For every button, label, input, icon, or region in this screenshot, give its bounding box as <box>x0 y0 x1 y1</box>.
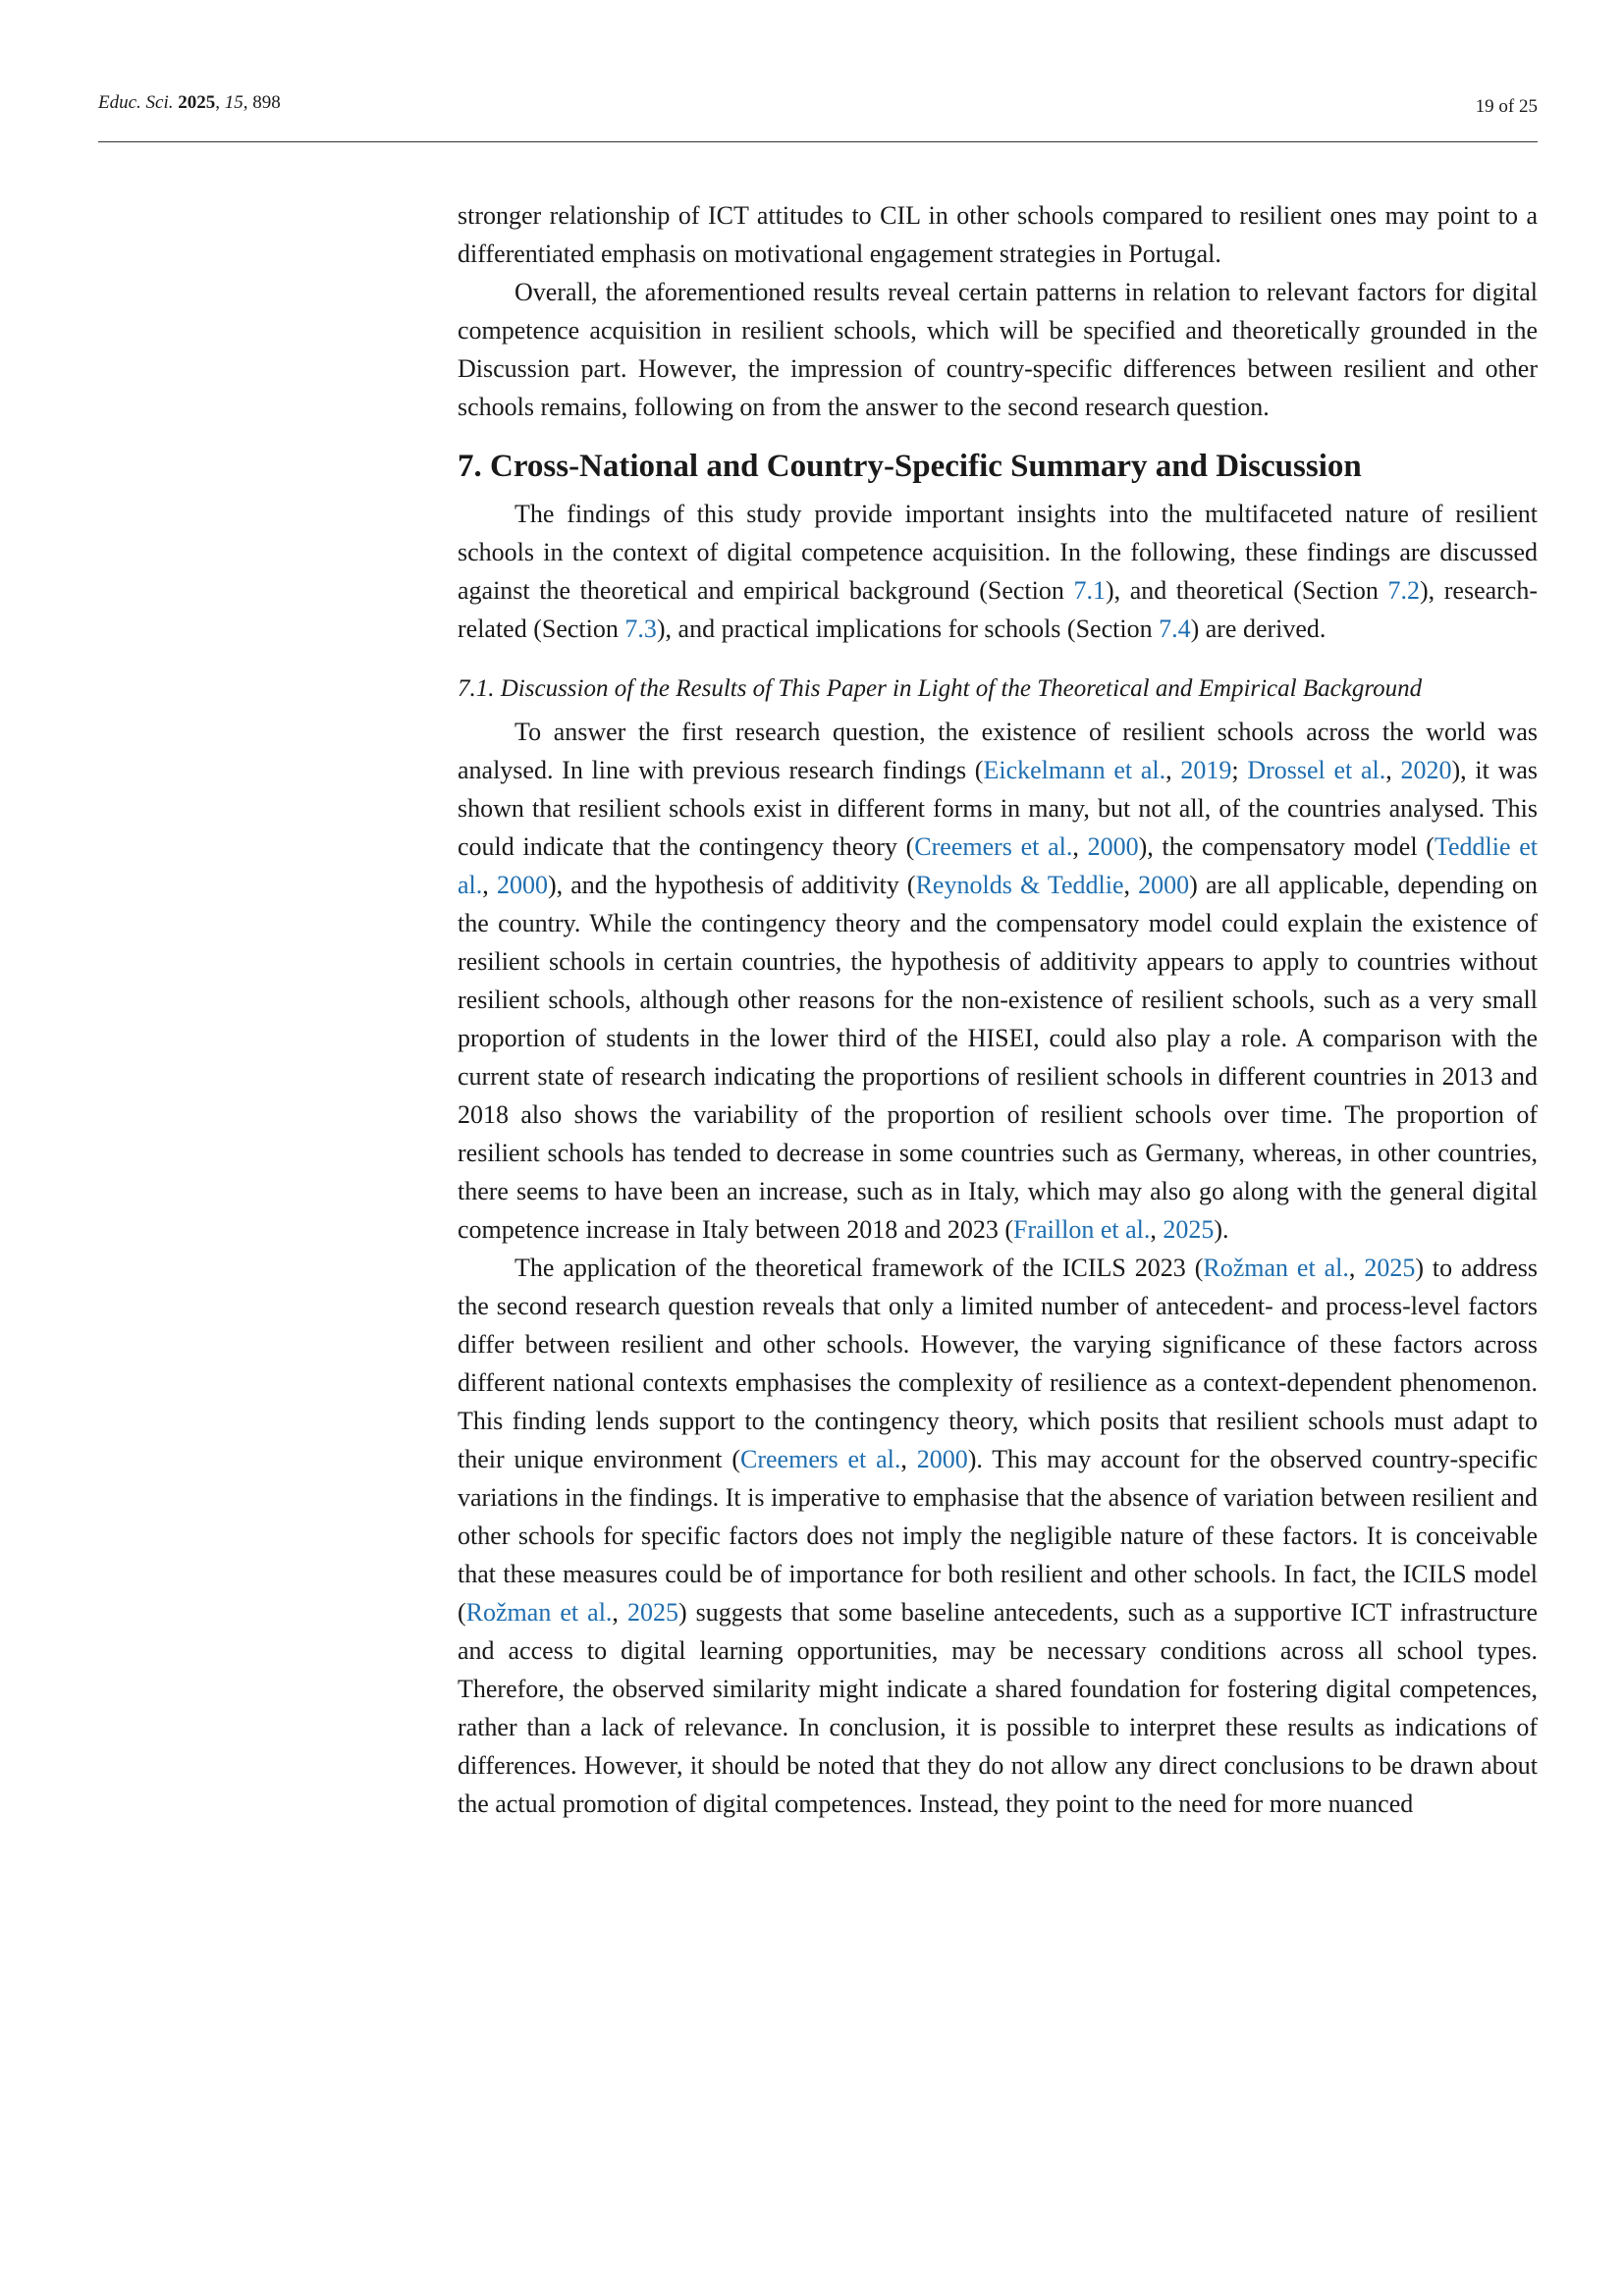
page-number: 19 of 25 <box>1475 96 1538 117</box>
paragraph <box>458 495 1538 648</box>
paragraph <box>458 196 1538 273</box>
paragraph-text: ; <box>1231 756 1248 784</box>
citation-link[interactable]: Drossel et al. <box>1247 756 1386 784</box>
paragraph-text: Overall, the aforementioned results reveal certain patterns in relation to relevant factors for digital competence acquisition in resilient schools, which will be specified and theoretically grounded in the Discussion part. However, the impression of country-specific differences between resilient and other schools remains, following on from the answer to the second research question. <box>458 278 1538 421</box>
paragraph-text: ) to address the second research question reveals that only a limited number of antecedent- and process-level factors differ between resilient and other schools. However, the varying significance of these factors across different national contexts emphasises the complexity of resilience as a context-dependent phenomenon. This finding lends support to the contingency theory, which posits that resilient schools must adapt to their unique environment ( <box>458 1254 1539 1473</box>
journal-abbreviation: Educ. Sci. <box>98 92 174 113</box>
journal-volume: 15 <box>224 92 244 113</box>
citation-link[interactable]: Eickelmann et al. <box>983 756 1166 784</box>
paragraph-text: , <box>900 1445 917 1473</box>
paragraph-text: , <box>1150 1215 1164 1244</box>
paragraph-text: ), and practical implications for schools (Section <box>656 614 1160 643</box>
paragraph-text: ), and the hypothesis of additivity ( <box>547 871 916 899</box>
paragraph-text: ), research-related (Section <box>458 576 1539 643</box>
citation-link[interactable]: Rožman et al. <box>465 1598 613 1627</box>
paragraph-text: , <box>1123 871 1139 899</box>
citation-link[interactable]: 2000 <box>496 871 548 899</box>
page-header <box>98 92 1538 142</box>
citation-link[interactable]: 7.1 <box>1073 576 1106 605</box>
paragraph <box>458 1249 1538 1823</box>
paragraph-text: ) suggests that some baseline antecedents, such as a supportive ICT infrastructure and access to digital learning opportunities, may be necessary conditions across all school types. Therefore, the observed similarity might indicate a shared foundation for fostering digital competences, rather than a lack of relevance. In conclusion, it is possible to interpret these results as indications of differences. However, it should be noted that they do not allow any direct conclusions to be drawn about the actual promotion of digital competences. Instead, they point to the need for more nuanced <box>458 1598 1539 1818</box>
journal-citation: Educ. Sci. 2025, 15, 898 <box>98 92 281 113</box>
citation-link[interactable]: 2025 <box>1163 1215 1215 1244</box>
citation-link[interactable]: Rožman et al. <box>1203 1254 1349 1282</box>
paragraph-text: , <box>1072 832 1088 861</box>
citation-link[interactable]: Fraillon et al. <box>1013 1215 1151 1244</box>
citation-link[interactable]: Reynolds & Teddlie <box>915 871 1124 899</box>
journal-year: 2025 <box>178 92 216 113</box>
paragraph-text: , <box>1385 756 1401 784</box>
article-body <box>458 196 1538 1823</box>
paragraph-text: , <box>482 871 497 899</box>
paragraph-text: ) are all applicable, depending on the country. While the contingency theory and the compensatory model could explain the existence of resilient schools in certain countries, the hypothesis of additivity appears to apply to countries without resilient schools, although other reasons for the non-existence of resilient schools, such as a very small proportion of students in the lower third of the HISEI, could also play a role. A comparison with the current state of research indicating the proportions of resilient schools in different countries in 2013 and 2018 also shows the variability of the proportion of resilient schools over time. The proportion of resilient schools has tended to decrease in some countries such as Germany, whereas, in other countries, there seems to have been an increase, such as in Italy, which may also go along with the general digital competence increase in Italy between 2018 and 2023 ( <box>458 871 1539 1244</box>
subsection-heading: 7.1. Discussion of the Results of This Paper in Light of the Theoretical and Empirical Background <box>458 675 1423 702</box>
article-number: 898 <box>252 92 281 113</box>
paragraph-text: ), and theoretical (Section <box>1105 576 1388 605</box>
paragraph-text: The findings of this study provide important insights into the multifaceted nature of resilient schools in the context of digital competence acquisition. In the following, these findings are discussed against the theoretical and empirical background (Section <box>458 500 1538 605</box>
citation-link[interactable]: 2020 <box>1400 756 1452 784</box>
paragraph-text: ). <box>1214 1215 1229 1244</box>
citation-link[interactable]: 7.3 <box>624 614 657 643</box>
citation-link[interactable]: Creemers et al. <box>914 832 1073 861</box>
paragraph-text: ). This may account for the observed country-specific variations in the findings. It is imperative to emphasise that the absence of variation between resilient and other schools for specific factors does not imply the negligible nature of these factors. It is conceivable that these measures could be of importance for both resilient and other schools. In fact, the ICILS model ( <box>458 1445 1538 1627</box>
citation-link[interactable]: 2000 <box>1087 832 1139 861</box>
paragraph-text: , <box>1165 756 1181 784</box>
citation-link[interactable]: 2000 <box>1138 871 1190 899</box>
citation-link[interactable]: 7.4 <box>1159 614 1191 643</box>
citation-link[interactable]: Teddlie et al. <box>458 832 1539 899</box>
paragraph-text: ), the compensatory model ( <box>1138 832 1435 861</box>
citation-link[interactable]: 7.2 <box>1387 576 1420 605</box>
paragraph-text: stronger relationship of ICT attitudes to CIL in other schools compared to resilient ones may point to a differentiated emphasis on motivational engagement strategies in Portugal. <box>458 201 1538 268</box>
paragraph-text: , <box>1348 1254 1365 1282</box>
paragraph <box>458 713 1538 1249</box>
citation-link[interactable]: 2019 <box>1180 756 1232 784</box>
citation-link[interactable]: 2025 <box>626 1598 678 1627</box>
paragraph <box>458 273 1538 426</box>
section-heading: 7. Cross-National and Country-Specific Summary and Discussion <box>458 449 1362 484</box>
paragraph-text: ) are derived. <box>1190 614 1326 643</box>
citation-link[interactable]: 2000 <box>916 1445 968 1473</box>
paragraph-text: To answer the first research question, the existence of resilient schools across the world was analysed. In line with previous research findings ( <box>458 718 1538 784</box>
paragraph-text: , <box>612 1598 627 1627</box>
paragraph-text: The application of the theoretical framework of the ICILS 2023 ( <box>514 1254 1204 1282</box>
paragraph-text: ), it was shown that resilient schools exist in different forms in many, but not all, of the countries analysed. This could indicate that the contingency theory ( <box>458 756 1539 861</box>
citation-link[interactable]: Creemers et al. <box>740 1445 901 1473</box>
citation-link[interactable]: 2025 <box>1364 1254 1416 1282</box>
